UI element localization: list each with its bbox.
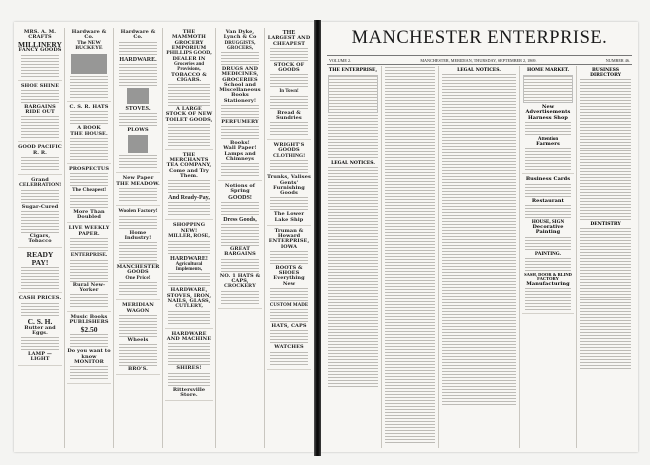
text-block — [119, 42, 157, 56]
text-block — [119, 64, 157, 86]
volume-label: VOLUME 2. — [329, 57, 352, 63]
ad-heading: MRS. A. M. CRAFTS — [23, 29, 57, 41]
left-col-3 — [114, 28, 163, 448]
left-col-2 — [65, 28, 114, 448]
text-block — [119, 344, 157, 366]
text-block — [21, 303, 59, 317]
ad-heading: Groceries and Provisions, — [173, 62, 205, 73]
ad-heading: Woolen Factory! — [118, 207, 158, 214]
text-block — [525, 184, 571, 198]
ad-hardware — [116, 30, 160, 173]
ad-heading: GREAT BARGAINS — [224, 246, 256, 258]
text-block — [525, 205, 571, 219]
text-block — [525, 258, 571, 272]
text-block — [70, 260, 108, 282]
text-block — [168, 311, 210, 325]
ad-heading: More Than Doubled — [73, 208, 105, 221]
ad-heading: Home Industry! — [124, 229, 152, 241]
text-block — [21, 267, 59, 289]
left-col-4 — [163, 28, 216, 448]
ad-heading: THE HOUSE. — [70, 130, 108, 137]
ad-heading: Music Books — [70, 314, 108, 321]
text-block — [21, 211, 59, 233]
text-block — [221, 163, 259, 177]
text-block — [221, 291, 259, 305]
ad-heading: Bread & Sundries — [276, 109, 302, 121]
ad-heading: BARGAINS — [24, 103, 56, 110]
ad-heading: HATS, CAPS — [271, 323, 307, 330]
ad-heading: Lamps and Chimneys — [224, 150, 256, 162]
text-block — [70, 238, 108, 252]
ad-tea-company — [165, 153, 213, 221]
ad-heading: THE — [282, 30, 296, 36]
ad-heading: New Paper — [122, 175, 154, 182]
ad-shopping — [165, 223, 213, 329]
ad-heading: BOOTS & SHOES — [275, 264, 303, 277]
ad-spring-goods — [218, 184, 262, 309]
ad-heading: Everything New — [273, 275, 305, 287]
text-block — [119, 216, 157, 230]
light-word: LIGHT — [30, 356, 50, 363]
ad-heading: RIDE OUT — [25, 109, 55, 116]
ad-heading: DRUGGISTS, GROCERS, — [224, 40, 256, 51]
ad-heading: $2.50 — [80, 324, 98, 334]
ad-heading: The NEW BUCKEYE — [75, 39, 103, 52]
right-col-5 — [577, 66, 634, 448]
text-block — [168, 273, 210, 287]
ad-heading: HOUSE, SIGN — [531, 219, 565, 225]
text-block — [328, 278, 378, 388]
text-block — [21, 90, 59, 104]
text-block — [119, 242, 157, 264]
ad-heading: ENTERPRISE. — [70, 251, 108, 258]
ad-heading: MILLINERY — [18, 39, 62, 49]
ad-weekly-paper — [67, 226, 111, 312]
ad-heading: Agricultural Implements, — [175, 261, 203, 273]
ad-heading: CASH PRICES. — [18, 295, 62, 302]
text-block — [70, 173, 108, 187]
ad-heading: WATCHES — [274, 344, 304, 351]
ad-heading: PAINTING. — [535, 251, 561, 257]
text-block — [21, 157, 59, 171]
ad-heading: THE MEADOW. — [116, 180, 160, 187]
ad-mammoth-grocery — [165, 30, 213, 150]
ad-heading: DEALER IN — [172, 55, 206, 62]
text-block — [525, 237, 571, 251]
ad-heading: Cigars, Tobacco — [28, 233, 52, 245]
text-block — [385, 178, 435, 288]
ad-heading: PLOWS — [127, 127, 149, 134]
market-table — [523, 75, 573, 103]
ad-heading: Wall Paper! — [223, 145, 257, 152]
text-block — [70, 366, 108, 380]
ad-heading: Farmers — [536, 141, 560, 147]
ad-heading: DRUGS AND MEDICINES, — [221, 66, 259, 78]
text-block — [328, 167, 378, 277]
ad-paper — [116, 176, 160, 206]
text-block — [328, 115, 378, 159]
text-block — [21, 337, 59, 351]
ad-heading: MONITOR — [74, 358, 104, 365]
ad-heading: GROCERIES — [222, 76, 258, 83]
ad-heading: A BOOK — [77, 125, 101, 132]
ad-machine — [165, 332, 213, 401]
left-newspaper-page — [14, 22, 314, 452]
date-label: MANCHESTER, MERIDIAN, THURSDAY, SEPTEMBER 2, 1869. — [420, 57, 537, 63]
number-label: NUMBER 46. — [605, 57, 630, 63]
text-block — [580, 299, 631, 369]
ad-heading: LIVE WEEKLY PAPER. — [68, 225, 110, 237]
ad-music-books — [67, 315, 111, 384]
section-heading: BUSINESS DIRECTORY — [590, 68, 621, 78]
text-block — [168, 180, 210, 194]
text-block — [168, 84, 210, 106]
ad-heading: SHOE SHINE — [20, 82, 60, 89]
ad-heading: CELEBRATION! — [18, 182, 62, 189]
left-col-5 — [216, 28, 265, 448]
ad-clothing — [267, 143, 311, 226]
ad-celebration — [18, 178, 62, 248]
ad-heading: MANCHESTER GOODS — [116, 264, 160, 276]
ad-heading: READY PAY! — [26, 249, 54, 267]
ad-heading: GOOD PACIFIC R. R. — [18, 144, 62, 156]
text-block — [221, 224, 259, 246]
ad-ready-pay — [18, 251, 62, 294]
left-col-1 — [16, 28, 65, 448]
text-block — [270, 288, 308, 302]
text-block — [70, 76, 108, 98]
dateline-bar — [327, 55, 632, 65]
ad-hardware-co — [67, 30, 111, 102]
ad-heading: Stationery! — [223, 97, 257, 104]
ad-heading: HARDWARE. — [119, 56, 157, 63]
scale-illustration — [128, 135, 148, 153]
text-block — [119, 188, 157, 202]
text-block — [270, 122, 308, 136]
ad-heading: One Price! — [125, 274, 151, 281]
ad-heading: Butter and Eggs. — [24, 324, 56, 336]
right-col-2 — [382, 66, 439, 448]
ad-heading: HARDWARE, STOVES, IRON, NAILS, GLASS, — [166, 287, 212, 304]
ad-heading: PUBLISHERS — [69, 319, 109, 326]
ad-block — [522, 177, 574, 314]
text-block — [70, 111, 108, 125]
text-block — [21, 190, 59, 204]
stove-illustration — [127, 88, 149, 104]
ad-heading: And Ready-Pay, — [168, 195, 210, 202]
text-block — [580, 79, 631, 149]
text-block — [525, 122, 571, 136]
section-heading: LEGAL NOTICES. — [457, 68, 501, 73]
ad-heading: Trunks, Valises — [267, 174, 311, 181]
ad-heading: HARDWARE AND MACHINE — [166, 330, 212, 343]
text-block — [270, 74, 308, 88]
ad-heading: CUSTOM MADE — [269, 302, 309, 308]
ad-heading: PROSPECTUS — [68, 165, 110, 172]
ad-heading: CROCKERY — [224, 283, 256, 290]
ad-heading: Business Cards — [525, 176, 571, 183]
ad-heading: Van Dyke, Lynch & Co — [223, 29, 257, 41]
ad-heading: Attention — [537, 136, 559, 142]
ad-heading: BRO'S. — [127, 366, 149, 373]
ad-heading: FANCY GOODS — [18, 47, 62, 54]
ad-heading: Manufacturing — [526, 281, 570, 288]
text-block — [168, 373, 210, 387]
mower-illustration — [71, 54, 107, 74]
ad-heading: Do you want to know — [67, 348, 111, 360]
lamp-word: LAMP — [27, 351, 46, 358]
ad-railroad — [18, 145, 62, 175]
ad-cash-prices — [18, 296, 62, 365]
ad-heading: GOODS! — [228, 194, 252, 201]
text-block — [119, 282, 157, 296]
ad-woolen-factory — [116, 209, 160, 301]
ad-heading: School and Miscellaneous Books — [219, 81, 261, 99]
ad-heading: C. S. H. — [27, 316, 53, 326]
ad-heading: SASH, DOOR & BLIND FACTORY — [524, 271, 572, 282]
ad-heading: Rittersville Store. — [172, 386, 206, 398]
ad-truman — [267, 229, 311, 370]
text-block — [21, 116, 59, 138]
ad-heading: MERIDIAN WAGON — [122, 302, 154, 314]
ad-heading: THE MERCHANTS TEA COMPANY, — [166, 151, 212, 169]
text-block — [385, 67, 435, 177]
right-col-4 — [520, 66, 577, 448]
text-block — [221, 105, 259, 119]
left-col-6 — [265, 28, 313, 448]
ad-heading: HARDWARE! — [170, 255, 208, 262]
text-block — [270, 160, 308, 174]
right-col-1 — [325, 66, 382, 448]
text-block — [270, 352, 308, 366]
ad-heading: MILLER, ROSE, — [168, 232, 210, 239]
ad-largest-stock — [267, 30, 311, 140]
ad-millinery — [18, 30, 62, 81]
text-block — [270, 251, 308, 265]
ad-heading: STOVES. — [125, 105, 151, 112]
ad-heading: Rural New-Yorker — [72, 281, 106, 293]
ad-heading: Notions of Spring — [224, 183, 256, 195]
ad-heading: Grand — [31, 176, 49, 183]
text-block — [270, 309, 308, 323]
ad-heading: Harness Shop — [527, 114, 569, 121]
text-block — [21, 55, 59, 77]
text-block — [119, 113, 157, 127]
rates-table — [328, 75, 378, 113]
section-heading: THE ENTERPRISE, — [328, 68, 378, 73]
ad-heading: C. S. R. HATS — [69, 104, 109, 111]
text-block — [221, 126, 259, 140]
ad-heading: PHILLIPS GOOD, — [166, 50, 212, 56]
text-block — [221, 202, 259, 216]
text-block — [385, 289, 435, 399]
ad-heading: LARGEST AND CHEAPEST — [267, 35, 311, 47]
text-block — [385, 400, 435, 444]
ad-block — [522, 105, 574, 174]
ad-heading: A LARGE STOCK OF NEW TOILET GOODS, — [165, 106, 213, 123]
ad-heading: ENTERPRISE, IOWA — [268, 238, 310, 250]
ad-wagon — [116, 303, 160, 375]
ad-heading: LAMP — LIGHT — [27, 351, 53, 363]
ad-heading: Truman & Howard — [274, 227, 304, 240]
text-block — [221, 259, 259, 273]
ad-heading: SHIRES! — [176, 365, 202, 372]
ad-heading: SHOPPING NEW! — [172, 222, 206, 234]
section-heading: HOME MARKET. — [526, 68, 570, 73]
ad-heading: Gents' Furnishing Goods — [273, 179, 305, 197]
text-block — [168, 124, 210, 146]
ad-heading: PERFUMERY — [221, 118, 259, 125]
text-block — [168, 202, 210, 216]
text-block — [270, 48, 308, 62]
text-block — [70, 138, 108, 160]
ad-heading: In Town! — [279, 89, 299, 95]
ad-heading: CLOTHING! — [272, 152, 306, 159]
ad-shoe — [18, 84, 62, 143]
masthead: MANCHESTER ENTERPRISE. — [351, 28, 608, 48]
section-heading: LEGAL NOTICES. — [331, 161, 375, 166]
ad-heading: Decorative Painting — [532, 224, 564, 236]
ad-heading: Books! — [230, 140, 250, 146]
ad-heading: TOBACCO & CIGARS. — [171, 71, 207, 83]
ad-heading: Sugar-Cured — [21, 203, 59, 210]
text-block — [168, 343, 210, 365]
section-heading: DENTISTRY — [590, 222, 621, 227]
ad-heading: The Lower Lake Ship — [273, 211, 305, 223]
ad-heading: Hardware & Co. — [71, 29, 107, 41]
ad-heading: New Advertisements — [525, 104, 571, 116]
text-block — [70, 195, 108, 209]
ad-heading: Restaurant — [531, 197, 565, 204]
ad-heading: Wheels — [127, 336, 149, 343]
text-block — [221, 52, 259, 66]
ad-druggists — [218, 30, 262, 181]
text-block — [270, 96, 308, 110]
text-block — [580, 228, 631, 298]
text-block — [119, 315, 157, 337]
ad-heading: CUTLERY, — [175, 303, 203, 310]
text-block — [70, 334, 108, 348]
text-block — [442, 185, 516, 295]
ad-heading: The Cheapest! — [71, 187, 107, 194]
text-block — [525, 148, 571, 170]
ad-heading: Hardware & Co. — [120, 29, 156, 41]
ad-heading: THE MAMMOTH GROCERY EMPORIUM — [171, 29, 207, 51]
right-newspaper-page — [321, 22, 638, 452]
text-block — [442, 74, 516, 184]
text-block — [525, 288, 571, 310]
text-block — [442, 296, 516, 406]
ad-heading: Dress Goods, — [223, 216, 257, 223]
text-block — [119, 155, 157, 169]
text-block — [270, 197, 308, 211]
ad-heading: NO. 1 HATS & CAPS, — [219, 272, 261, 284]
text-block — [168, 241, 210, 255]
book-spine — [314, 20, 321, 456]
ad-prospectus — [67, 167, 111, 224]
ad-heading: STOCK OF GOODS — [273, 61, 305, 74]
text-block — [270, 330, 308, 344]
text-block — [580, 150, 631, 220]
ad-hats — [67, 105, 111, 164]
ad-heading: Come and Try Them. — [169, 167, 209, 179]
text-block — [70, 294, 108, 308]
ad-heading: WRIGHT'S GOODS — [273, 142, 305, 154]
right-col-3 — [439, 66, 520, 448]
